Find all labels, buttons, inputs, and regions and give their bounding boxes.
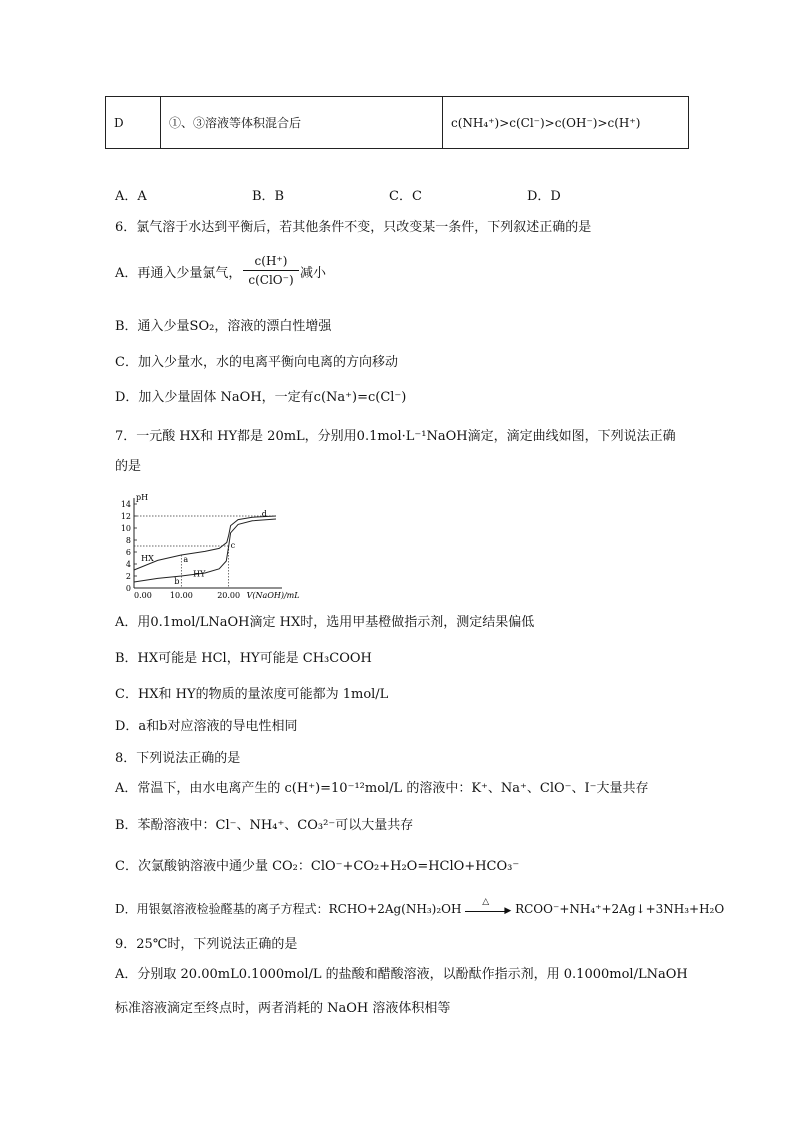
- x-tick-label: 0.00: [134, 591, 152, 600]
- q8-option-c: C．次氯酸钠溶液中通少量 CO₂：ClO⁻+CO₂+H₂O=HClO+HCO₃⁻: [115, 859, 520, 874]
- q8-option-d: [115, 896, 725, 918]
- q7-stem-line1: 7．一元酸 HX和 HY都是 20mL，分别用0.1mol·L⁻¹NaOH滴定，滴定曲线如图，下列说法正确: [115, 429, 676, 444]
- heat-symbol: △: [482, 896, 490, 907]
- q6-option-d: D．加入少量固体 NaOH，一定有c(Na⁺)=c(Cl⁻): [115, 390, 407, 405]
- curve-hx: [134, 516, 276, 570]
- q9-option-a-line1: A．分别取 20.00mL0.1000mol/L 的盐酸和醋酸溶液，以酚酞作指示剂，用 0.1000mol/LNaOH: [115, 967, 688, 982]
- q6-option-b: B．通入少量SO₂，溶液的漂白性增强: [115, 319, 332, 334]
- y-tick-label: 6: [125, 548, 131, 557]
- x-tick-label: 20.00: [217, 591, 241, 600]
- y-tick-label: 2: [125, 572, 131, 581]
- q6-stem: 6．氯气溶于水达到平衡后，若其他条件不变，只改变某一条件，下列叙述正确的是: [115, 220, 592, 235]
- q6-option-a-prefix: A．再通入少量氯气，: [115, 266, 242, 281]
- titration-chart: [116, 492, 300, 604]
- point-label-c: c: [230, 541, 236, 550]
- fraction-numerator: c(H⁺): [243, 253, 299, 271]
- arrow-head-icon: ▶: [504, 905, 512, 916]
- y-axis-label: pH: [136, 493, 149, 502]
- titration-chart-svg: [116, 492, 300, 604]
- q5-option-d: D．D: [527, 189, 561, 204]
- point-label-a: a: [183, 555, 189, 564]
- q5-option-c: C．C: [389, 189, 422, 204]
- y-tick-label: 10: [120, 524, 131, 533]
- q7-option-b: B．HX可能是 HCl，HY可能是 CH₃COOH: [115, 651, 372, 666]
- table-cell-label: D: [106, 97, 161, 149]
- point-label-d: d: [261, 509, 267, 519]
- q8-option-d-right: RCOO⁻+NH₄⁺+2Ag↓+3NH₃+H₂O: [515, 902, 725, 916]
- reaction-arrow: [465, 896, 512, 917]
- q8-option-a: A．常温下，由水电离产生的 c(H⁺)=10⁻¹²mol/L 的溶液中：K⁺、Na⁺、ClO⁻、I⁻大量共存: [115, 781, 649, 796]
- series-label-hy: HY: [193, 569, 206, 579]
- table-row: [106, 97, 689, 149]
- q7-option-c: C．HX和 HY的物质的量浓度可能都为 1mol/L: [115, 687, 389, 702]
- y-tick-label: 8: [125, 536, 131, 545]
- point-label-b: b: [174, 577, 180, 586]
- q7-option-d: D．a和b对应溶液的导电性相同: [115, 719, 298, 734]
- option-table: [105, 96, 689, 149]
- y-tick-label: 4: [125, 560, 131, 569]
- q9-stem: 9．25℃时，下列说法正确的是: [115, 937, 298, 952]
- x-axis-label: V(NaOH)/mL: [246, 591, 300, 600]
- x-tick-label: 10.00: [169, 591, 193, 600]
- table-cell-condition: ①、③溶液等体积混合后: [161, 97, 443, 149]
- fraction-denominator: c(ClO⁻): [248, 273, 294, 287]
- series-label-hx: HX: [141, 554, 154, 563]
- q5-option-b: B．B: [252, 189, 285, 204]
- q9-option-a-line2: 标准溶液滴定至终点时，两者消耗的 NaOH 溶液体积相等: [115, 1001, 451, 1016]
- q6-fraction: [243, 253, 299, 288]
- y-tick-label: 0: [125, 584, 131, 593]
- y-tick-label: 14: [120, 500, 131, 509]
- table-cell-conclusion: c(NH₄⁺)>c(Cl⁻)>c(OH⁻)>c(H⁺): [443, 97, 689, 149]
- q6-option-c: C．加入少量水，水的电离平衡向电离的方向移动: [115, 355, 398, 370]
- q7-option-a: A．用0.1mol/LNaOH滴定 HX时，选用甲基橙做指示剂，测定结果偏低: [115, 615, 535, 630]
- q6-option-a-suffix: 减小: [300, 266, 327, 281]
- q8-option-b: B．苯酚溶液中：Cl⁻、NH₄⁺、CO₃²⁻可以大量共存: [115, 818, 414, 833]
- q5-option-a: A．A: [115, 189, 147, 204]
- q8-option-d-left: D．用银氨溶液检验醛基的离子方程式：RCHO+2Ag(NH₃)₂OH: [115, 902, 462, 916]
- q8-stem: 8．下列说法正确的是: [115, 751, 241, 766]
- q7-stem-line2: 的是: [115, 459, 142, 474]
- y-tick-label: 12: [120, 512, 131, 521]
